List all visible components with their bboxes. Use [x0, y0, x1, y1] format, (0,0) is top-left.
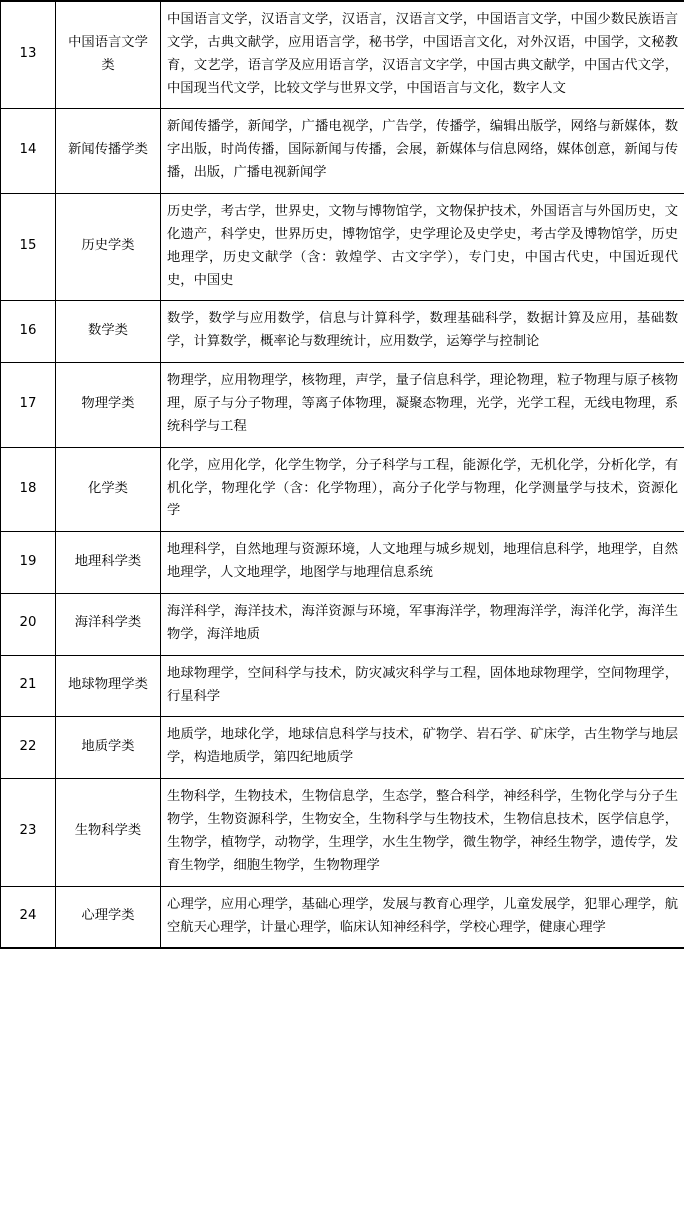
- row-number: 14: [1, 109, 56, 194]
- row-category: 地质学类: [56, 717, 161, 779]
- row-majors: 化学，应用化学，化学生物学，分子科学与工程，能源化学，无机化学，分析化学，有机化学，物理化学（含：化学物理），高分子化学与物理，化学测量学与技术，资源化学: [161, 447, 684, 532]
- row-number: 15: [1, 194, 56, 301]
- row-category: 地球物理学类: [56, 655, 161, 717]
- row-majors: 物理学，应用物理学，核物理，声学，量子信息科学，理论物理，粒子物理与原子核物理，原子与分子物理，等离子体物理，凝聚态物理，光学，光学工程，无线电物理，系统科学与工程: [161, 363, 684, 448]
- table-row: [1, 779, 684, 886]
- table-row: [1, 532, 684, 594]
- row-number: 21: [1, 655, 56, 717]
- row-number: 24: [1, 886, 56, 948]
- row-category: 心理学类: [56, 886, 161, 948]
- row-category: 中国语言文学类: [56, 1, 161, 109]
- row-category: 物理学类: [56, 363, 161, 448]
- row-number: 18: [1, 447, 56, 532]
- row-majors: 地球物理学，空间科学与技术，防灾减灾科学与工程，固体地球物理学，空间物理学，行星科学: [161, 655, 684, 717]
- row-majors: 心理学，应用心理学，基础心理学，发展与教育心理学，儿童发展学，犯罪心理学，航空航天心理学，计量心理学，临床认知神经科学，学校心理学，健康心理学: [161, 886, 684, 948]
- table-row: [1, 1, 684, 109]
- table-row: [1, 109, 684, 194]
- table-row: [1, 447, 684, 532]
- row-number: 16: [1, 301, 56, 363]
- row-majors: 海洋科学，海洋技术，海洋资源与环境，军事海洋学，物理海洋学，海洋化学，海洋生物学，海洋地质: [161, 594, 684, 656]
- row-majors: 新闻传播学，新闻学，广播电视学，广告学，传播学，编辑出版学，网络与新媒体，数字出版，时尚传播，国际新闻与传播，会展，新媒体与信息网络，媒体创意，新闻与传播，出版，广播电视新闻学: [161, 109, 684, 194]
- row-number: 19: [1, 532, 56, 594]
- table-row: [1, 301, 684, 363]
- table-row: [1, 655, 684, 717]
- table-row: [1, 363, 684, 448]
- row-category: 地理科学类: [56, 532, 161, 594]
- row-majors: 数学，数学与应用数学，信息与计算科学，数理基础科学，数据计算及应用，基础数学，计算数学，概率论与数理统计，应用数学，运筹学与控制论: [161, 301, 684, 363]
- row-category: 数学类: [56, 301, 161, 363]
- row-majors: 地理科学，自然地理与资源环境，人文地理与城乡规划，地理信息科学，地理学，自然地理学，人文地理学，地图学与地理信息系统: [161, 532, 684, 594]
- row-category: 化学类: [56, 447, 161, 532]
- row-majors: 中国语言文学，汉语言文学，汉语言，汉语言文学，中国语言文学，中国少数民族语言文学，古典文献学，应用语言学，秘书学，中国语言文化，对外汉语，中国学，文秘教育，文艺学，语言学及应用语言学，汉语言文字学，中国古典文献学，中国古代文学，中国现当代文学，比较文学与世界文学，中国语言与文化，数字人文: [161, 1, 684, 109]
- table-row: [1, 717, 684, 779]
- row-majors: 地质学，地球化学，地球信息科学与技术，矿物学、岩石学、矿床学，古生物学与地层学，构造地质学，第四纪地质学: [161, 717, 684, 779]
- row-majors: 历史学，考古学，世界史，文物与博物馆学，文物保护技术，外国语言与外国历史，文化遗产，科学史，世界历史，博物馆学，史学理论及史学史，考古学及博物馆学，历史地理学，历史文献学（含：敦煌学、古文字学），专门史，中国古代史，中国近现代史，中国史: [161, 194, 684, 301]
- row-number: 22: [1, 717, 56, 779]
- table-row: [1, 594, 684, 656]
- row-number: 20: [1, 594, 56, 656]
- majors-table-body: [1, 1, 684, 948]
- row-category: 海洋科学类: [56, 594, 161, 656]
- table-row: [1, 194, 684, 301]
- row-majors: 生物科学，生物技术，生物信息学，生态学，整合科学，神经科学，生物化学与分子生物学，生物资源科学，生物安全，生物科学与生物技术，生物信息技术，医学信息学，生物学，植物学，动物学，生理学，水生生物学，微生物学，神经生物学，遗传学，发育生物学，细胞生物学，生物物理学: [161, 779, 684, 886]
- row-number: 13: [1, 1, 56, 109]
- row-category: 生物科学类: [56, 779, 161, 886]
- row-category: 新闻传播学类: [56, 109, 161, 194]
- row-number: 17: [1, 363, 56, 448]
- row-number: 23: [1, 779, 56, 886]
- row-category: 历史学类: [56, 194, 161, 301]
- table-row: [1, 886, 684, 948]
